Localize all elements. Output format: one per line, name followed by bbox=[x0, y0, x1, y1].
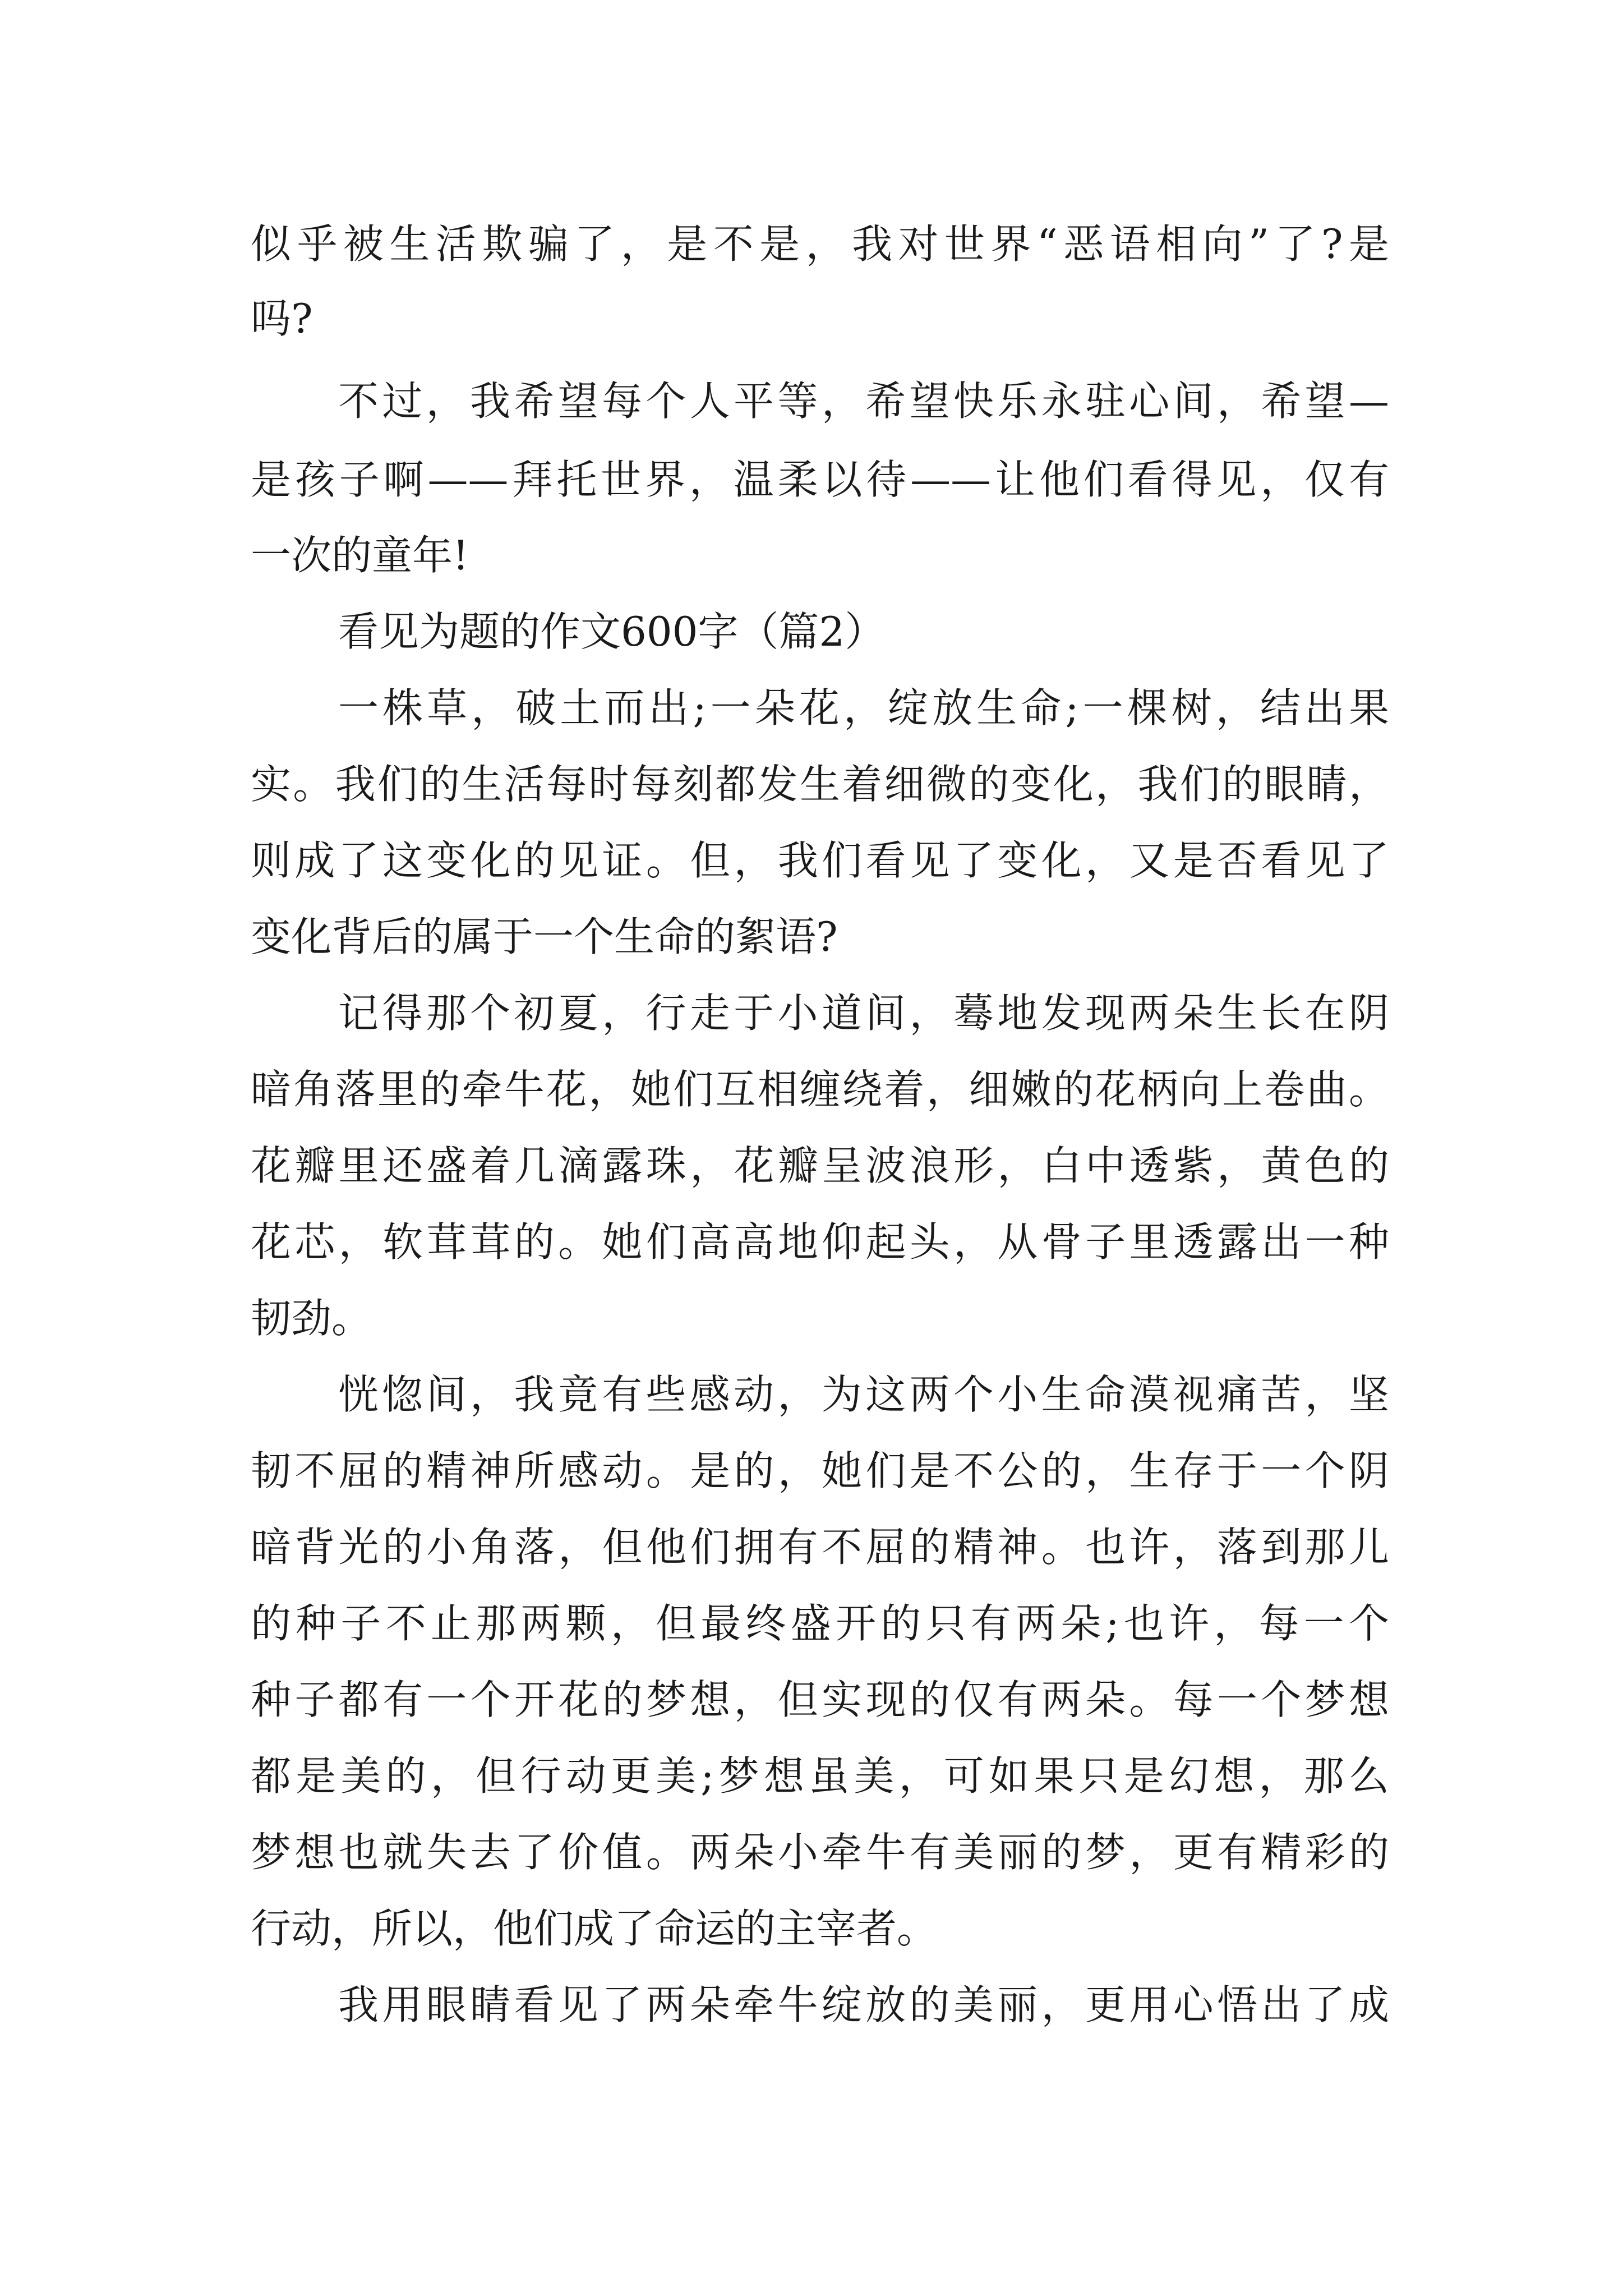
text-line: 的种子不止那两颗，但最终盛开的只有两朵;也许，每一个 bbox=[251, 1600, 1389, 1647]
text-line: 花芯，软茸茸的。她们高高地仰起头，从骨子里透露出一种 bbox=[251, 1218, 1389, 1266]
text-line: 行动，所以，他们成了命运的主宰者。 bbox=[251, 1905, 938, 1952]
text-line: 韧劲。 bbox=[251, 1295, 372, 1342]
text-line: 花瓣里还盛着几滴露珠，花瓣呈波浪形，白中透紫，黄色的 bbox=[251, 1142, 1389, 1189]
text-line: 实。我们的生活每时每刻都发生着细微的变化，我们的眼睛， bbox=[251, 761, 1389, 808]
text-line: 梦想也就失去了价值。两朵小牵牛有美丽的梦，更有精彩的 bbox=[251, 1829, 1389, 1876]
text-line: 变化背后的属于一个生命的絮语? bbox=[251, 913, 838, 960]
text-line: 不过，我希望每个人平等，希望快乐永驻心间，希望— bbox=[338, 378, 1389, 425]
text-line: 韧不屈的精神所感动。是的，她们是不公的，生存于一个阴 bbox=[251, 1447, 1389, 1494]
text-line: 种子都有一个开花的梦想，但实现的仅有两朵。每一个梦想 bbox=[251, 1676, 1389, 1723]
text-line: 都是美的，但行动更美;梦想虽美，可如果只是幻想，那么 bbox=[251, 1752, 1389, 1800]
text-line: 暗角落里的牵牛花，她们互相缠绕着，细嫩的花柄向上卷曲。 bbox=[251, 1066, 1389, 1113]
text-line: 一次的童年! bbox=[251, 532, 469, 579]
text-line: 似乎被生活欺骗了，是不是，我对世界“恶语相向”了?是 bbox=[251, 220, 1389, 268]
text-line: 记得那个初夏，行走于小道间，蓦地发现两朵生长在阴 bbox=[338, 990, 1389, 1037]
text-line: 是孩子啊——拜托世界，温柔以待——让他们看得见，仅有 bbox=[251, 456, 1389, 503]
text-line: 则成了这变化的见证。但，我们看见了变化，又是否看见了 bbox=[251, 837, 1389, 884]
text-line: 暗背光的小角落，但他们拥有不屈的精神。也许，落到那儿 bbox=[251, 1524, 1389, 1571]
text-line: 我用眼睛看见了两朵牵牛绽放的美丽，更用心悟出了成 bbox=[338, 1981, 1389, 2028]
section-heading: 看见为题的作文600字（篇2） bbox=[338, 608, 886, 655]
text-line: 一株草，破土而出;一朵花，绽放生命;一棵树，结出果 bbox=[338, 684, 1389, 731]
text-line: 恍惚间，我竟有些感动，为这两个小生命漠视痛苦，坚 bbox=[338, 1371, 1389, 1418]
text-line: 吗? bbox=[251, 295, 313, 342]
